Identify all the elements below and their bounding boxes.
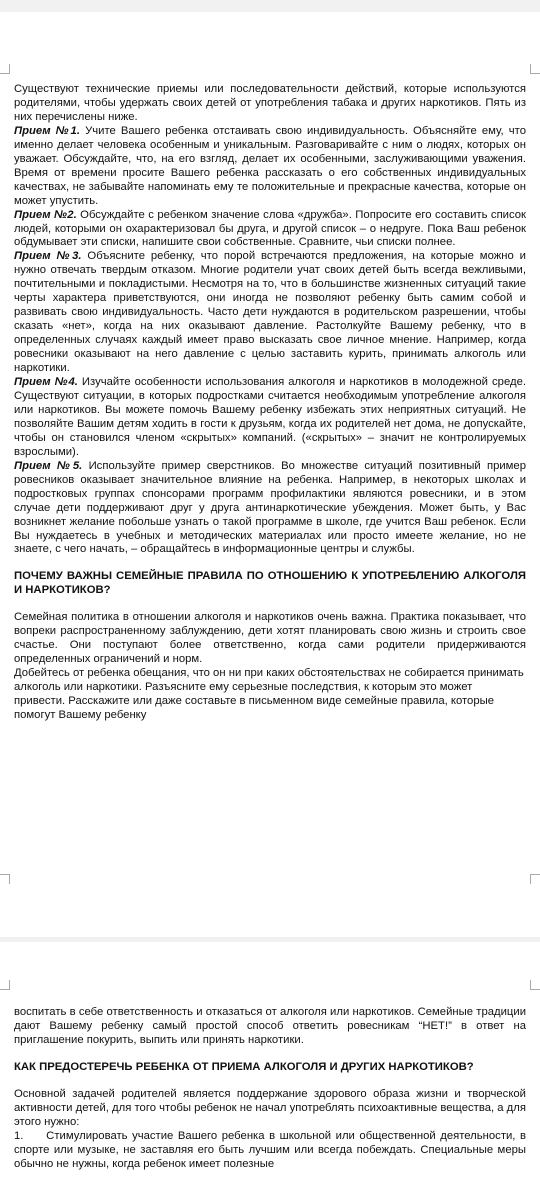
spacer (14, 557, 526, 570)
technique-5-label: Прием №5. (14, 459, 83, 472)
technique-2-paragraph (14, 209, 526, 251)
continuation-paragraph: воспитать в себе ответственность и отказаться от алкоголя или наркотиков. Семейные традиции дают Вашему ребенку самый простой способ ответить ровесникам “НЕТ!” в ответ на приглашение покурить, выпить или принять наркотики. (14, 1006, 526, 1046)
promise-paragraph: Добейтесь от ребенка обещания, что он ни при каких обстоятельствах не собирается принимать алкоголь или наркотики. Разъясните ему серьезные последствия, к которым это может привести. Расскажите или даже составьте в письменном виде семейные правила, которые помогут Вашему ребенку (14, 667, 524, 721)
crop-mark-bottom-right (530, 874, 540, 884)
technique-3-paragraph (14, 250, 526, 376)
crop-mark-top-right (530, 64, 540, 74)
page-2-text (14, 1006, 526, 1172)
technique-1-text: Учите Вашего ребенка отстаивать свою индивидуальность. Объясняйте ему, что именно делает человека особенным и уникальным. Разговаривайте с ним о людях, которых он уважает. Обсуждайте, что, на его взгляд, делает их особенными, заслуживающими уважения. Время от времени просите Вашего ребенка рассказать о его собственных индивидуальных качествах, не забывайте напоминать ему те положительные и прекрасные качества, которые он может упустить. (14, 124, 526, 207)
section-heading-prevention: КАК ПРЕДОСТЕРЕЧЬ РЕБЕНКА ОТ ПРИЕМА АЛКОГОЛЯ И ДРУГИХ НАРКОТИКОВ? (14, 1060, 474, 1073)
technique-2-text: Обсуждайте с ребенком значение слова «дружба». Попросите его составить список людей, которыми он охарактеризовал бы друга, и другой список – о недруге. Пока Ваш ребенок обдумывает эти списки, напишите свои собственные. Сравните, чьи списки полнее. (14, 208, 526, 249)
parents-task-paragraph: Основной задачей родителей является поддержание здорового образа жизни и творческой активности детей, для того чтобы ребенок не начал употреблять психоактивные вещества, а для этого нужно: (14, 1087, 526, 1128)
page-1-text (14, 83, 526, 723)
technique-5-text: Используйте пример сверстников. Во множестве ситуаций позитивный пример ровесников оказывает значительное влияние на ребенка. Например, в некоторых школах и подростковых группах спонсорами программ профилактики являются ровесники, и в этом случае дети поддерживают друг у друга антинаркотические убеждения. Может быть, у Вас возникнет желание побольше узнать о такой программе в школе, где учится Ваш ребенок. Если Вы нуждаетесь в учебных и методических материалах или просто имеете желание, но не знаете, с чего начать, – обращайтесь в информационные центры и службы. (14, 459, 526, 556)
crop-mark-top-right (530, 980, 540, 990)
spacer (14, 598, 526, 611)
technique-3-text: Объясните ребенку, что порой встречаются предложения, на которые можно и нужно отвечать твердым отказом. Многие родители учат своих детей быть всегда вежливыми, почтительными и покладистыми. Несмотря на то, что в большинстве жизненных ситуаций такие черты характера приветствуются, они иногда не позволяют ребенку быть самим собой и развивать свою индивидуальность. Часто дети нуждаются в родительском разрешении, чтобы сказать «нет», когда на них оказывают давление. Растолкуйте Вашему ребенку, что в определенных случаях каждый имеет право высказать свое личное мнение. Например, когда ровесники оказывают на него давление с целью заставить курить, принимать алкоголь или наркотики. (14, 250, 526, 375)
technique-1-paragraph (14, 125, 526, 209)
document-page-2 (0, 942, 540, 1200)
family-policy-paragraph: Семейная политика в отношении алкоголя и наркотиков очень важна. Практика показывает, что вопреки распространенному заблуждению, дети хотят планировать свою жизнь и строить свое счастье. Они поступают более ответственно, когда сами родители придерживаются определенных ограничений и норм. (14, 611, 526, 666)
spacer (14, 1075, 526, 1088)
technique-3-label: Прием №3. (14, 250, 82, 263)
section-heading-family-rules: ПОЧЕМУ ВАЖНЫ СЕМЕЙНЫЕ ПРАВИЛА ПО ОТНОШЕНИЮ К УПОТРЕБЛЕНИЮ АЛКОГОЛЯ И НАРКОТИКОВ? (14, 570, 526, 597)
technique-5-paragraph (14, 460, 526, 558)
crop-mark-top-left (0, 980, 10, 990)
intro-paragraph: Существуют технические приемы или последовательности действий, которые используются родителями, чтобы удержать своих детей от употребления табака и других наркотиков. Пять из них перечислены ниже. (14, 83, 526, 123)
crop-mark-top-left (0, 64, 10, 74)
technique-4-label: Прием №4. (14, 376, 78, 389)
spacer (14, 1048, 526, 1061)
list-item-1: 1. Стимулировать участие Вашего ребенка в школьной или общественной деятельности, в спорте или музыке, не заставляя его быть лучшим или всегда побеждать. Специальные меры обычно не нужны, когда ребенок имеет полезные (14, 1129, 526, 1170)
technique-4-text: Изучайте особенности использования алкоголя и наркотиков в молодежной среде. Существуют ситуации, в которых подростками считается необходимым употребление алкоголя или наркотиков. Вы можете помочь Вашему ребенку избежать этих неприятных ситуаций. Не позволяйте Вашим детям ходить в гости к друзьям, когда их родителей нет дома, не допускайте, чтобы он становился членом «скрытых» компаний. («скрытых» – значит не контролируемых взрослыми). (14, 376, 526, 458)
crop-mark-bottom-left (0, 874, 10, 884)
technique-4-paragraph (14, 376, 526, 460)
technique-2-label: Прием №2. (14, 208, 77, 221)
document-page-1 (0, 12, 540, 937)
technique-1-label: Прием №1. (14, 124, 80, 137)
